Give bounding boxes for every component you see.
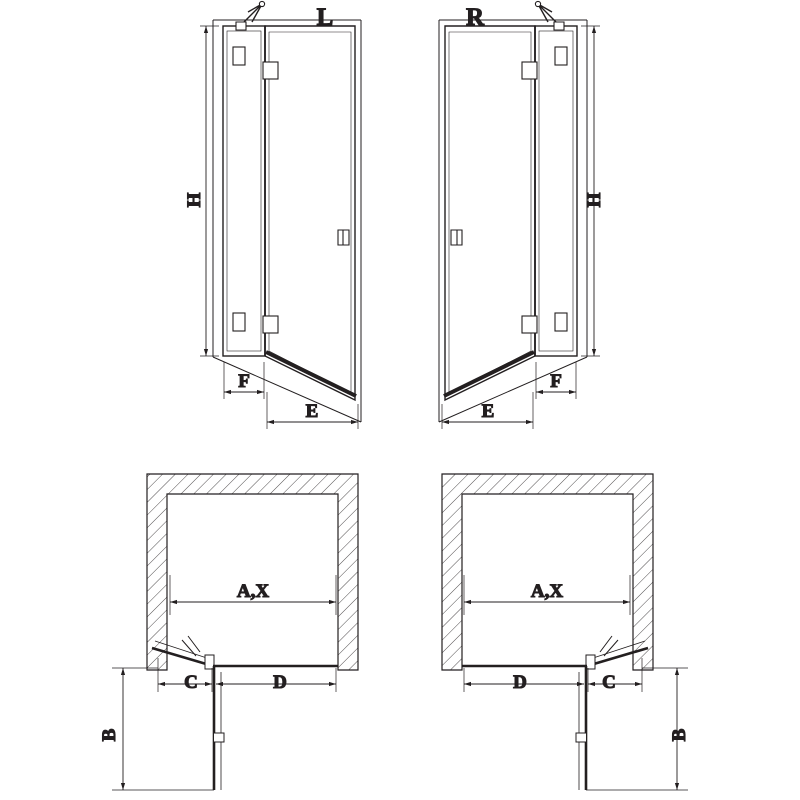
- label-D-left: D: [273, 672, 287, 693]
- label-B-right: B: [669, 728, 690, 742]
- label-D-right: D: [513, 672, 527, 693]
- front-elevation-right: [439, 1, 605, 429]
- label-B-left: B: [99, 728, 120, 742]
- label-handing-right: R: [465, 4, 485, 31]
- label-H-right: H: [584, 192, 605, 208]
- plan-view-right: [442, 474, 690, 790]
- label-handing-left: L: [316, 4, 334, 31]
- label-C-right: C: [602, 672, 616, 693]
- label-F-left: F: [238, 371, 250, 392]
- plan-view-left: [99, 474, 358, 790]
- label-F-right: F: [550, 371, 562, 392]
- front-elevation-left: [184, 1, 361, 429]
- label-H-left: H: [184, 192, 205, 208]
- label-C-left: C: [184, 672, 198, 693]
- label-E-left: E: [305, 401, 319, 422]
- label-AX-right: A,X: [530, 581, 564, 602]
- label-AX-left: A,X: [236, 581, 270, 602]
- label-E-right: E: [481, 401, 495, 422]
